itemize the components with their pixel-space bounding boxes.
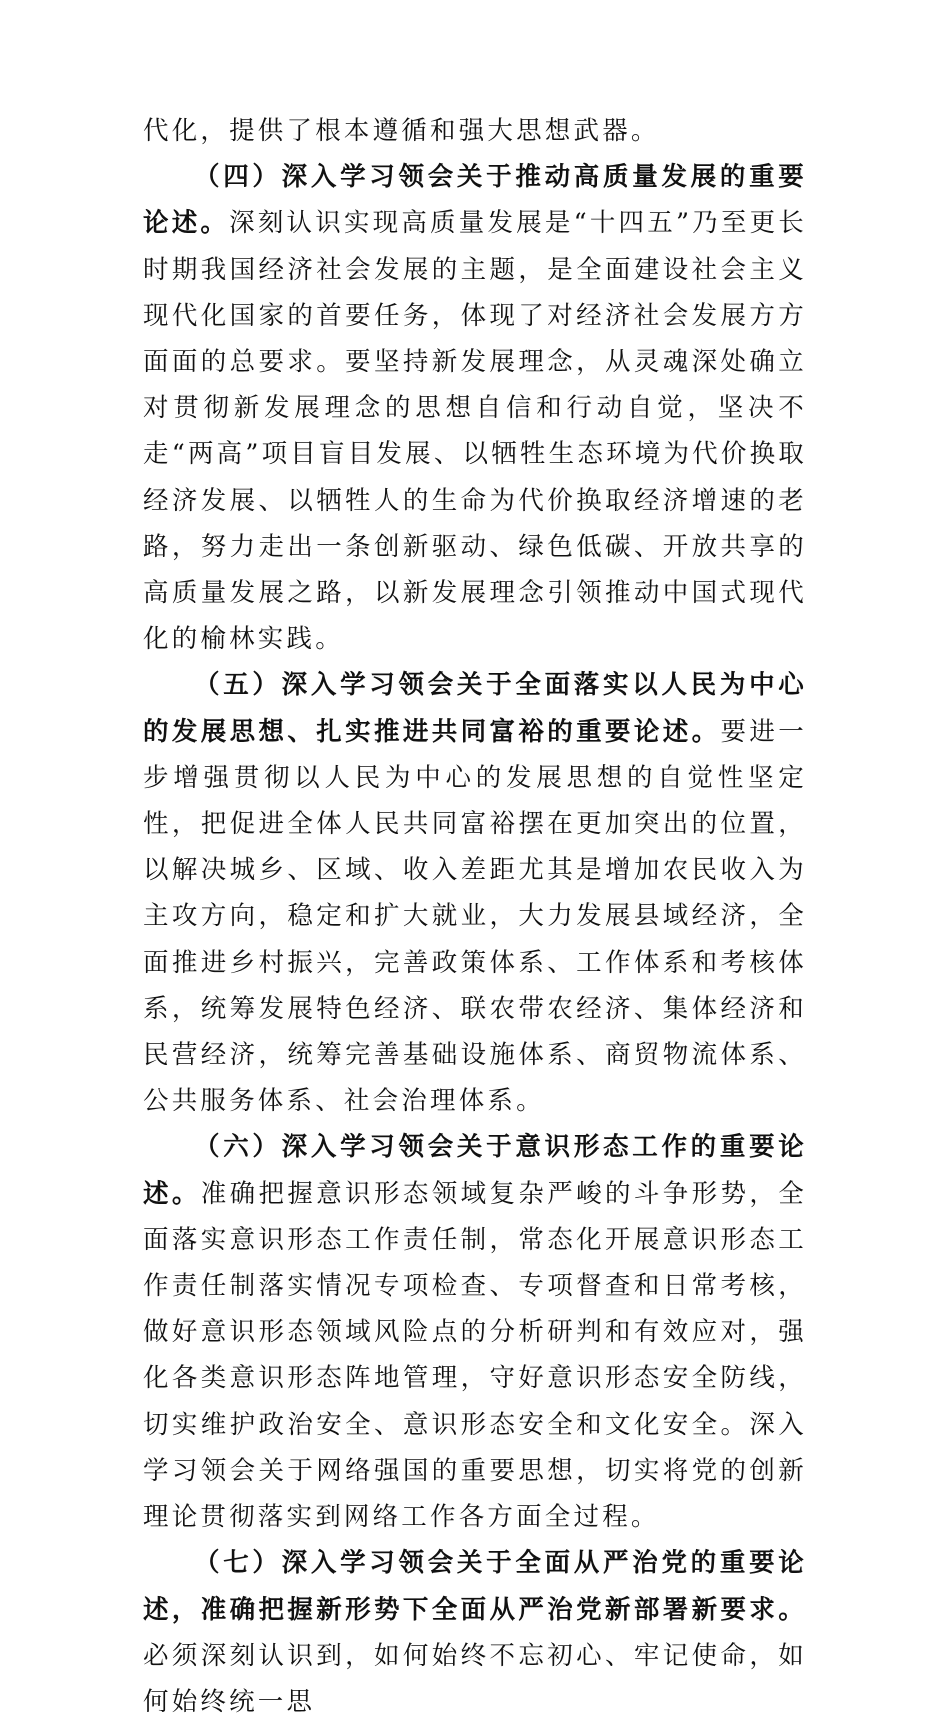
paragraph-section-4 xyxy=(143,154,807,662)
paragraph-heading: （五）深入学习领会关于全面落实以人民为中心的发展思想、扎实推进共同富裕的重要论述。 xyxy=(143,670,807,747)
paragraph-section-6 xyxy=(143,1124,807,1540)
paragraph-body: 要进一步增强贯彻以人民为中心的发展思想的自觉性坚定性，把促进全体人民共同富裕摆在更加突出的位置，以解决城乡、区域、收入差距尤其是增加农民收入为主攻方向，稳定和扩大就业，大力发展县域经济，全面推进乡村振兴，完善政策体系、工作体系和考核体系，统筹发展特色经济、联农带农经济、集体经济和民营经济，统筹完善基础设施体系、商贸物流体系、公共服务体系、社会治理体系。 xyxy=(143,716,807,1117)
paragraph-body: 必须深刻认识到，如何始终不忘初心、牢记使命，如何始终统一思 xyxy=(143,1640,807,1717)
paragraph-section-5 xyxy=(143,662,807,1124)
paragraph-body: 深刻认识实现高质量发展是“十四五”乃至更长时期我国经济社会发展的主题，是全面建设社会主义现代化国家的首要任务，体现了对经济社会发展方方面面的总要求。要坚持新发展理念，从灵魂深处确立对贯彻新发展理念的思想自信和行动自觉，坚决不走“两高”项目盲目发展、以牺牲生态环境为代价换取经济发展、以牺牲人的生命为代价换取经济增速的老路，努力走出一条创新驱动、绿色低碳、开放共享的高质量发展之路，以新发展理念引领推动中国式现代化的榆林实践。 xyxy=(143,208,807,655)
paragraph-heading: （七）深入学习领会关于全面从严治党的重要论述，准确把握新形势下全面从严治党新部署新要求。 xyxy=(143,1548,807,1625)
paragraph-continuation xyxy=(143,108,807,154)
paragraph-section-7 xyxy=(143,1540,807,1725)
document-page xyxy=(143,108,807,1725)
paragraph-body: 准确把握意识形态领域复杂严峻的斗争形势，全面落实意识形态工作责任制，常态化开展意识形态工作责任制落实情况专项检查、专项督查和日常考核，做好意识形态领域风险点的分析研判和有效应对，强化各类意识形态阵地管理，守好意识形态安全防线，切实维护政治安全、意识形态安全和文化安全。深入学习领会关于网络强国的重要思想，切实将党的创新理论贯彻落实到网络工作各方面全过程。 xyxy=(143,1178,808,1533)
paragraph-heading: （四）深入学习领会关于推动高质量发展的重要论述。 xyxy=(143,162,807,239)
paragraph-heading: （六）深入学习领会关于意识形态工作的重要论述。 xyxy=(143,1132,807,1209)
paragraph-body: 代化，提供了根本遵循和强大思想武器。 xyxy=(143,116,660,146)
